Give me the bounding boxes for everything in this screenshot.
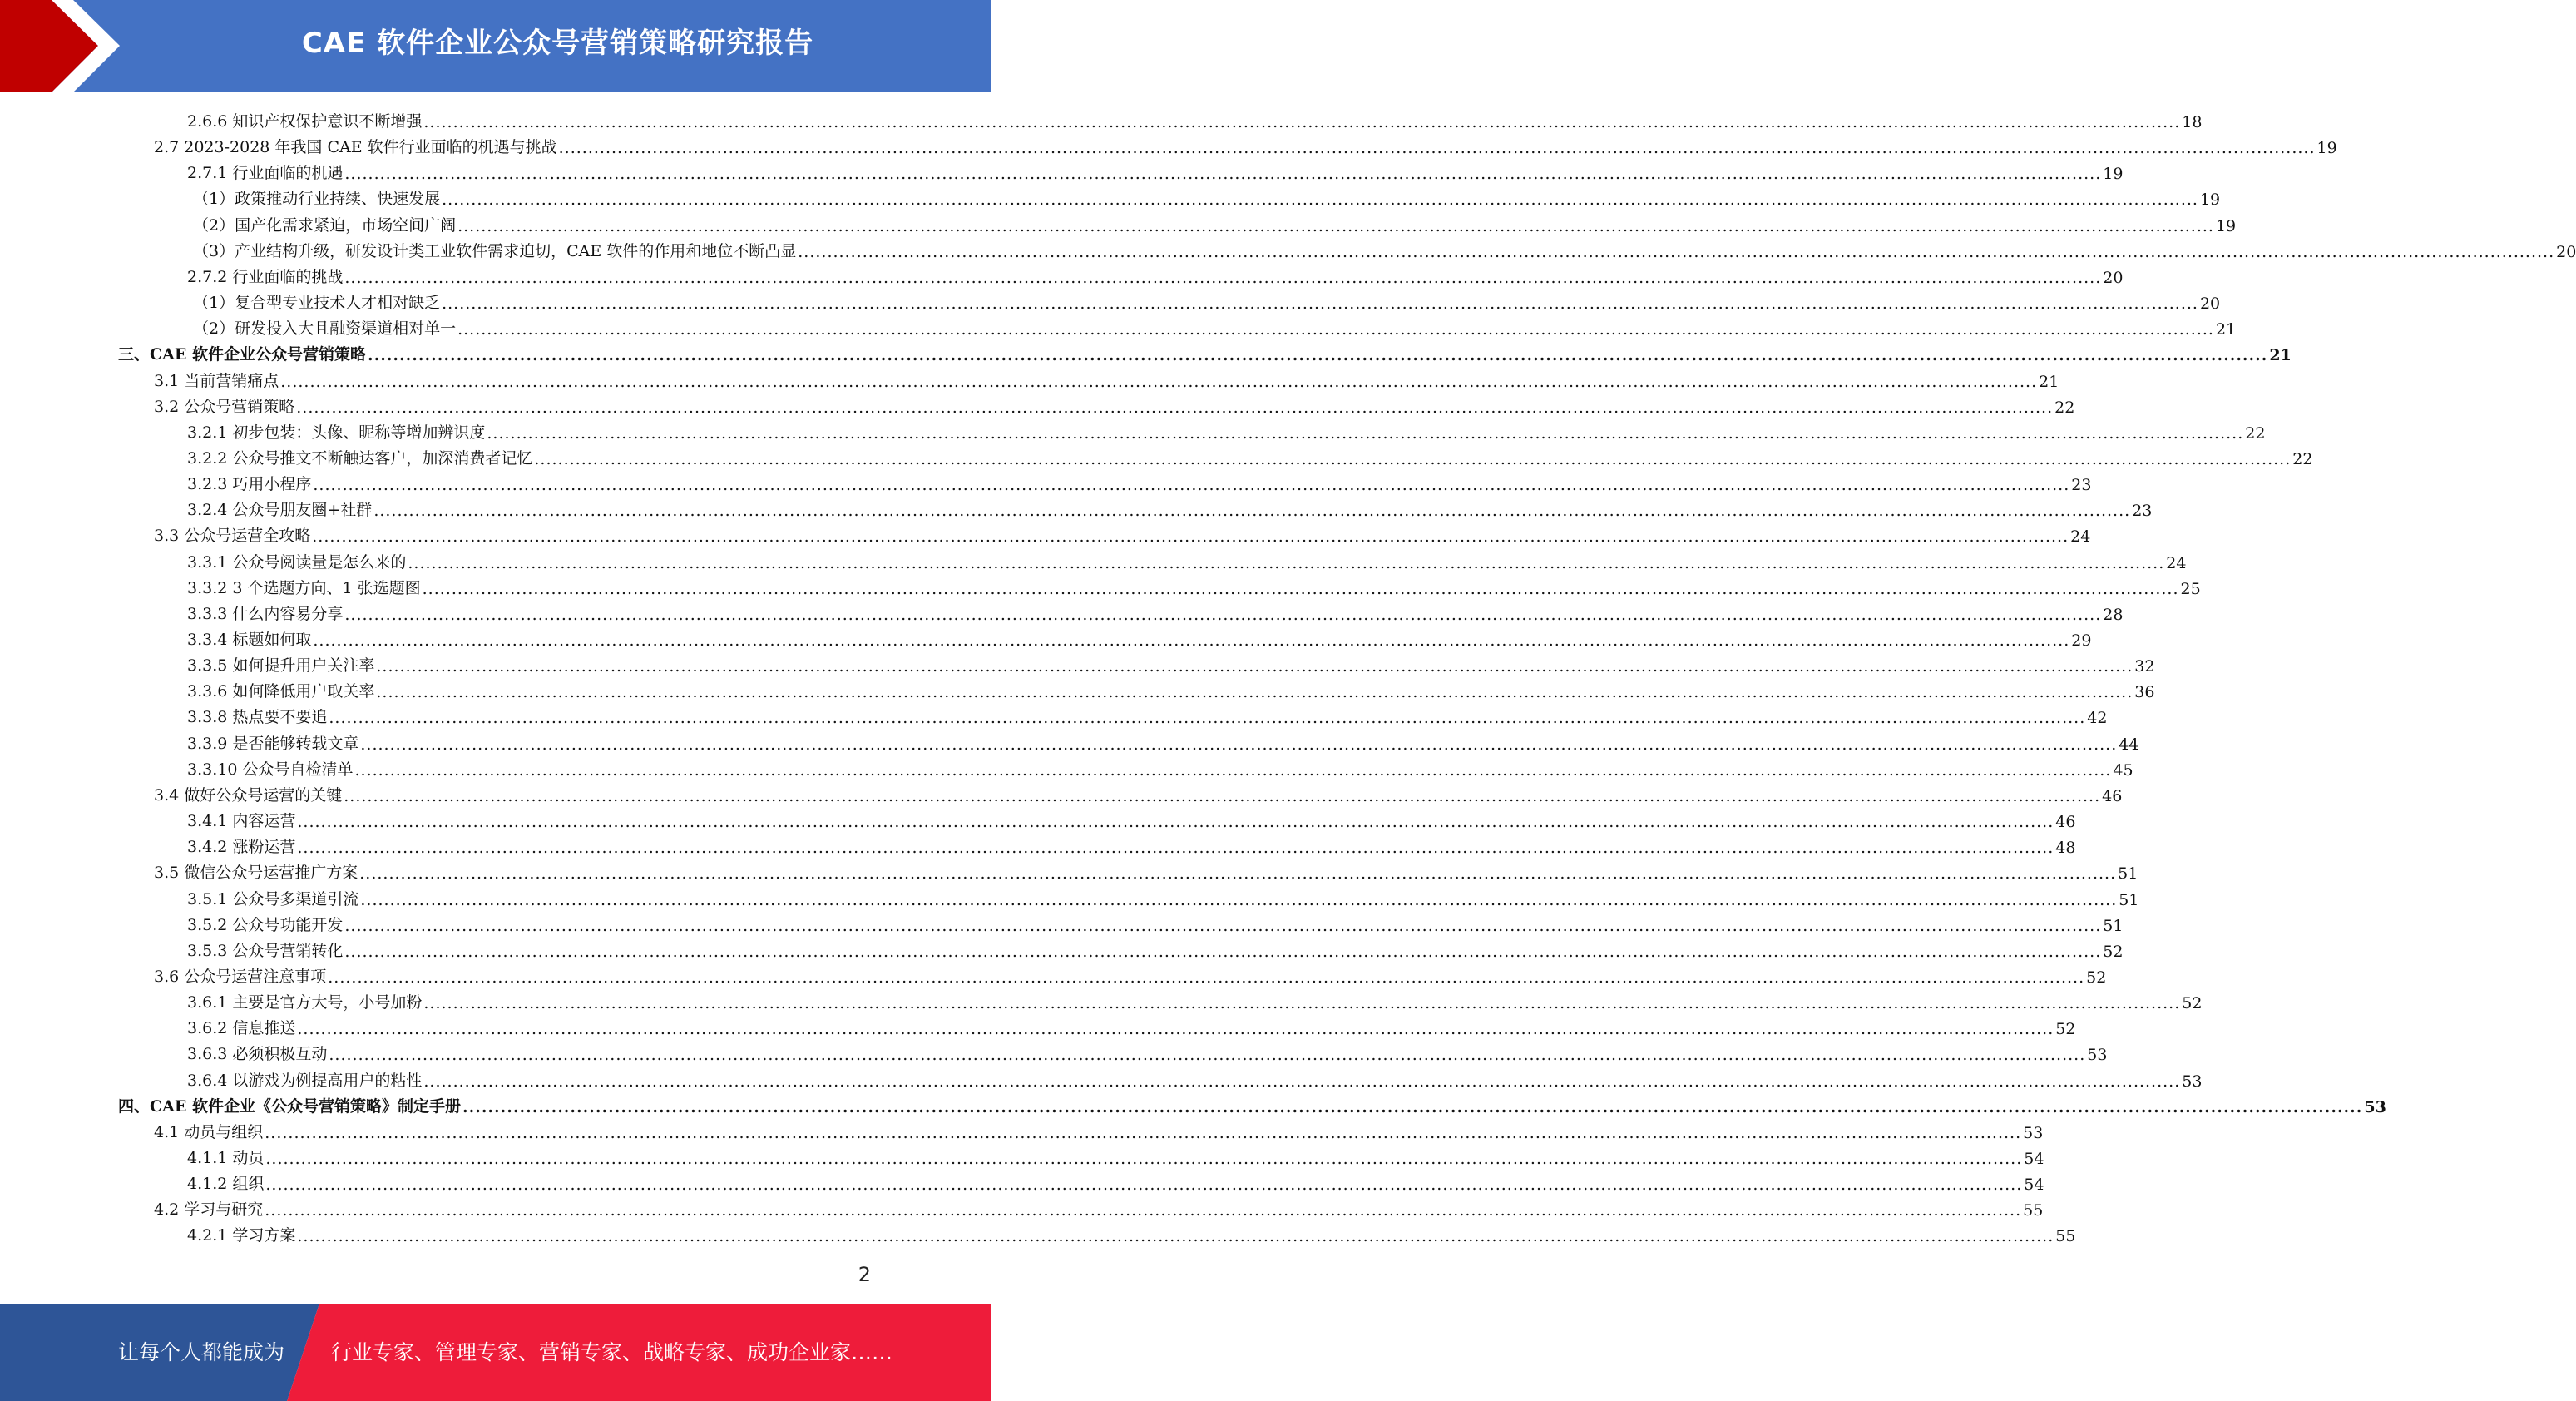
toc-leader-dots: ............................................................................................................................................................................................................................................................................................................ (373, 502, 2131, 521)
toc-entry-page: 21 (2269, 346, 2292, 365)
toc-entry-label: （1）政策推动行业持续、快速发展 (193, 190, 441, 209)
toc-entry-label: 2.7.1 行业面临的机遇 (187, 164, 344, 183)
toc-entry-label: 3.3.4 标题如何取 (187, 631, 312, 649)
toc-leader-dots: ............................................................................................................................................................................................................................................................................................................ (344, 786, 2101, 805)
toc-entry-label: 2.7 2023-2028 年我国 CAE 软件行业面临的机遇与挑战 (154, 138, 557, 157)
toc-leader-dots: ............................................................................................................................................................................................................................................................................................................ (558, 139, 2316, 158)
toc-entry[interactable] (187, 468, 2092, 495)
toc-entry-label: 3.4 做好公众号运营的关键 (154, 785, 343, 804)
toc-leader-dots: ............................................................................................................................................................................................................................................................................................................ (457, 216, 2214, 235)
toc-entry-label: 3.6 公众号运营注意事项 (154, 967, 327, 986)
toc-entry-label: 3.4.1 内容运营 (187, 812, 296, 831)
toc-entry[interactable] (187, 728, 2139, 754)
toc-entry[interactable] (187, 1065, 2203, 1091)
toc-leader-dots: ............................................................................................................................................................................................................................................................................................................ (265, 1201, 2022, 1220)
toc-entry-page: 53 (2023, 1123, 2044, 1142)
toc-entry-label: 3.2.2 公众号推文不断触达客户，加深消费者记忆 (187, 448, 533, 468)
toc-leader-dots: ............................................................................................................................................................................................................................................................................................................ (462, 1097, 2363, 1116)
toc-entry[interactable] (187, 547, 2187, 572)
toc-leader-dots: ............................................................................................................................................................................................................................................................................................................ (280, 372, 2038, 391)
toc-leader-dots: ............................................................................................................................................................................................................................................................................................................ (313, 476, 2070, 495)
toc-entry[interactable] (187, 443, 2313, 468)
toc-entry-label: 2.6.6 知识产权保护意识不断增强 (187, 112, 423, 131)
toc-leader-dots: ............................................................................................................................................................................................................................................................................................................ (360, 735, 2118, 754)
toc-leader-dots: ............................................................................................................................................................................................................................................................................................................ (534, 449, 2292, 468)
toc-leader-dots: ............................................................................................................................................................................................................................................................................................................ (423, 994, 2181, 1013)
toc-entry-page: 32 (2134, 657, 2155, 676)
toc-leader-dots: ............................................................................................................................................................................................................................................................................................................ (265, 1176, 2023, 1195)
footer-slogan-left: 让每个人都能成为 (118, 1340, 285, 1364)
toc-entry[interactable] (187, 935, 2124, 961)
toc-leader-dots: ............................................................................................................................................................................................................................................................................................................ (265, 1150, 2023, 1168)
toc-leader-dots: ............................................................................................................................................................................................................................................................................................................ (265, 1123, 2022, 1142)
toc-entry-label: 三、CAE 软件企业公众号营销策略 (118, 345, 366, 364)
toc-entry[interactable] (187, 805, 2076, 832)
toc-leader-dots: ............................................................................................................................................................................................................................................................................................................ (312, 527, 2069, 547)
toc-entry-page: 21 (2215, 320, 2237, 339)
toc-entry[interactable] (193, 313, 2237, 339)
toc-entry[interactable] (154, 391, 2075, 417)
toc-entry-page: 21 (2039, 372, 2059, 391)
toc-entry-page: 52 (2055, 1020, 2076, 1039)
toc-entry-page: 23 (2071, 476, 2092, 495)
footer-slogan-right: 行业专家、管理专家、营销专家、战略专家、成功企业家…… (331, 1340, 893, 1364)
toc-entry-label: 3.2.3 巧用小程序 (187, 475, 312, 494)
toc-entry[interactable] (187, 1220, 2076, 1246)
toc-entry[interactable] (187, 987, 2203, 1013)
page-header (0, 0, 991, 92)
toc-entry-page: 23 (2132, 502, 2153, 521)
toc-entry-page: 52 (2103, 942, 2124, 961)
toc-entry[interactable] (187, 754, 2133, 780)
toc-leader-dots: ............................................................................................................................................................................................................................................................................................................ (344, 268, 2102, 287)
toc-entry-page: 53 (2182, 1072, 2203, 1091)
toc-entry[interactable] (187, 650, 2155, 676)
toc-entry-page: 22 (2292, 449, 2313, 468)
toc-entry-label: 2.7.2 行业面临的挑战 (187, 267, 344, 286)
toc-entry-page: 36 (2134, 683, 2155, 702)
toc-entry[interactable] (187, 1168, 2044, 1195)
toc-leader-dots: ............................................................................................................................................................................................................................................................................................................ (798, 242, 2555, 261)
toc-entry[interactable] (154, 780, 2123, 805)
toc-leader-dots: ............................................................................................................................................................................................................................................................................................................ (329, 1046, 2086, 1065)
toc-leader-dots: ............................................................................................................................................................................................................................................................................................................ (423, 1072, 2181, 1091)
toc-entry[interactable] (187, 106, 2203, 131)
toc-entry-label: 四、CAE 软件企业《公众号营销策略》制定手册 (118, 1097, 461, 1116)
toc-entry-page: 51 (2103, 916, 2124, 935)
toc-entry-label: 3.6.3 必须积极互动 (187, 1045, 328, 1064)
toc-entry[interactable] (187, 598, 2124, 624)
toc-entry[interactable] (154, 961, 2107, 987)
toc-entry[interactable] (187, 831, 2076, 858)
toc-leader-dots: ............................................................................................................................................................................................................................................................................................................ (442, 191, 2198, 210)
toc-entry-page: 25 (2180, 579, 2201, 598)
toc-entry-page: 55 (2023, 1201, 2044, 1220)
toc-leader-dots: ............................................................................................................................................................................................................................................................................................................ (297, 839, 2054, 858)
toc-entry[interactable] (193, 235, 2576, 261)
toc-entry[interactable] (187, 701, 2108, 728)
toc-leader-dots: ............................................................................................................................................................................................................................................................................................................ (422, 579, 2179, 598)
toc-entry-label: 3.5 微信公众号运营推广方案 (154, 864, 358, 883)
page-number: 2 (858, 1263, 871, 1286)
toc-entry-page: 54 (2024, 1176, 2044, 1195)
toc-entry-page: 55 (2055, 1227, 2076, 1246)
toc-entry-page: 22 (2054, 398, 2075, 417)
toc-leader-dots: ............................................................................................................................................................................................................................................................................................................ (344, 165, 2102, 184)
toc-entry[interactable] (154, 520, 2091, 547)
toc-entry-label: 3.2.4 公众号朋友圈+社群 (187, 501, 373, 520)
toc-entry-page: 29 (2071, 631, 2092, 650)
toc-entry-page: 19 (2199, 191, 2221, 210)
toc-entry-page: 52 (2182, 994, 2203, 1013)
toc-entry-label: 3.3 公众号运营全攻略 (154, 527, 311, 546)
toc-entry[interactable] (187, 909, 2124, 935)
toc-entry[interactable] (187, 572, 2201, 598)
toc-leader-dots: ............................................................................................................................................................................................................................................................................................................ (442, 295, 2198, 314)
toc-entry[interactable] (154, 857, 2138, 884)
toc-entry[interactable] (187, 494, 2153, 521)
toc-entry-label: 3.2 公众号营销策略 (154, 397, 295, 416)
toc-entry-label: 3.3.6 如何降低用户取关率 (187, 682, 375, 701)
toc-entry[interactable] (154, 1116, 2044, 1142)
toc-entry[interactable] (154, 1194, 2044, 1220)
toc-leader-dots: ............................................................................................................................................................................................................................................................................................................ (296, 398, 2054, 417)
toc-entry-page: 24 (2166, 553, 2187, 572)
toc-leader-dots: ............................................................................................................................................................................................................................................................................................................ (297, 813, 2054, 832)
toc-entry-label: 3.3.9 是否能够转载文章 (187, 734, 359, 753)
toc-entry-page: 18 (2182, 113, 2203, 131)
toc-leader-dots: ............................................................................................................................................................................................................................................................................................................ (457, 320, 2214, 339)
toc-entry-page: 20 (2556, 242, 2576, 261)
toc-leader-dots: ............................................................................................................................................................................................................................................................................................................ (359, 864, 2117, 884)
toc-leader-dots: ............................................................................................................................................................................................................................................................................................................ (423, 113, 2181, 131)
toc-leader-dots: ............................................................................................................................................................................................................................................................................................................ (487, 423, 2244, 443)
toc-entry-label: （1）复合型专业技术人才相对缺乏 (193, 294, 441, 313)
toc-leader-dots: ............................................................................................................................................................................................................................................................................................................ (344, 605, 2102, 624)
toc-entry-label: （3）产业结构升级，研发设计类工业软件需求迫切，CAE 软件的作用和地位不断凸显 (193, 241, 797, 260)
toc-entry-page: 19 (2316, 139, 2337, 158)
toc-leader-dots: ............................................................................................................................................................................................................................................................................................................ (408, 553, 2165, 572)
toc-entry-page: 45 (2113, 760, 2133, 780)
toc-entry-page: 51 (2119, 890, 2139, 909)
toc-entry-label: 3.3.10 公众号自检清单 (187, 760, 354, 779)
toc-leader-dots: ............................................................................................................................................................................................................................................................................................................ (297, 1227, 2054, 1246)
toc-leader-dots: ............................................................................................................................................................................................................................................................................................................ (344, 942, 2102, 961)
page-footer (0, 1304, 991, 1401)
toc-entry-page: 19 (2103, 165, 2124, 184)
toc-entry-page: 20 (2103, 268, 2124, 287)
toc-leader-dots: ............................................................................................................................................................................................................................................................................................................ (329, 709, 2086, 728)
toc-entry[interactable] (187, 417, 2266, 443)
toc-leader-dots: ............................................................................................................................................................................................................................................................................................................ (297, 1020, 2054, 1039)
toc-entry-page: 52 (2086, 968, 2107, 987)
toc-entry-page: 54 (2024, 1150, 2044, 1168)
toc-entry-label: 4.1 动员与组织 (154, 1122, 264, 1141)
toc-entry-label: 4.2 学习与研究 (154, 1201, 264, 1220)
toc-leader-dots: ............................................................................................................................................................................................................................................................................................................ (344, 916, 2102, 935)
toc-entry-page: 48 (2055, 839, 2076, 858)
toc-entry-label: 3.3.3 什么内容易分享 (187, 604, 344, 623)
toc-entry-label: 4.1.1 动员 (187, 1149, 265, 1167)
toc-entry[interactable] (193, 287, 2221, 314)
toc-leader-dots: ............................................................................................................................................................................................................................................................................................................ (328, 968, 2085, 987)
toc-entry-page: 22 (2245, 423, 2266, 443)
toc-entry-page: 51 (2118, 864, 2138, 884)
toc-entry[interactable] (187, 676, 2155, 702)
toc-entry-page: 24 (2070, 527, 2091, 547)
toc-entry[interactable] (187, 157, 2124, 184)
toc-entry-page: 44 (2119, 735, 2139, 754)
toc-entry-page: 53 (2364, 1097, 2386, 1116)
toc-entry-page: 46 (2102, 786, 2123, 805)
toc-entry-label: 4.2.1 学习方案 (187, 1226, 296, 1245)
toc-entry-label: 3.3.1 公众号阅读量是怎么来的 (187, 552, 407, 572)
toc-entry[interactable] (187, 884, 2139, 909)
toc-entry[interactable] (187, 261, 2124, 287)
toc-entry[interactable] (187, 1038, 2108, 1065)
toc-entry-page: 20 (2199, 295, 2221, 314)
toc-entry-label: 3.5.2 公众号功能开发 (187, 915, 344, 934)
toc-entry-page: 46 (2055, 813, 2076, 832)
toc-entry[interactable] (118, 1091, 2386, 1116)
toc-entry-label: 3.5.3 公众号营销转化 (187, 941, 344, 960)
toc-entry-label: 3.6.2 信息推送 (187, 1019, 296, 1038)
toc-entry-label: 3.3.5 如何提升用户关注率 (187, 656, 375, 676)
toc-leader-dots: ............................................................................................................................................................................................................................................................................................................ (354, 760, 2112, 780)
toc-entry-page: 42 (2087, 709, 2108, 728)
toc-entry-page: 53 (2087, 1046, 2108, 1065)
toc-leader-dots: ............................................................................................................................................................................................................................................................................................................ (313, 631, 2070, 650)
toc-entry-label: 3.1 当前营销痛点 (154, 371, 279, 390)
toc-entry[interactable] (187, 624, 2092, 650)
toc-entry-label: 4.1.2 组织 (187, 1175, 265, 1194)
toc-entry[interactable] (193, 183, 2221, 210)
toc-entry[interactable] (154, 365, 2059, 391)
toc-entry-label: （2）研发投入大且融资渠道相对单一 (193, 319, 457, 339)
toc-entry-label: 3.3.2 3 个选题方向、1 张选题图 (187, 578, 421, 597)
toc-leader-dots: ............................................................................................................................................................................................................................................................................................................ (367, 346, 2268, 365)
toc-entry-label: 3.4.2 涨粉运营 (187, 838, 296, 857)
report-title: CAE 软件企业公众号营销策略研究报告 (301, 27, 814, 60)
toc-entry-label: （2）国产化需求紧迫，市场空间广阔 (193, 215, 457, 235)
toc-leader-dots: ............................................................................................................................................................................................................................................................................................................ (376, 683, 2133, 702)
toc-leader-dots: ............................................................................................................................................................................................................................................................................................................ (360, 890, 2118, 909)
toc-entry-label: 3.6.1 主要是官方大号，小号加粉 (187, 993, 423, 1012)
toc-entry-label: 3.3.8 热点要不要追 (187, 708, 328, 727)
toc-entry-label: 3.2.1 初步包装：头像、昵称等增加辨识度 (187, 423, 486, 442)
toc-entry-page: 28 (2103, 605, 2124, 624)
toc-entry[interactable] (154, 131, 2337, 158)
toc-entry[interactable] (118, 339, 2292, 365)
toc-entry-label: 3.6.4 以游戏为例提高用户的粘性 (187, 1071, 423, 1090)
toc-entry-page: 19 (2215, 216, 2237, 235)
toc-leader-dots: ............................................................................................................................................................................................................................................................................................................ (376, 657, 2133, 676)
toc-entry[interactable] (187, 1012, 2076, 1039)
toc-entry[interactable] (193, 210, 2237, 235)
toc-entry[interactable] (187, 1142, 2044, 1168)
toc-entry-label: 3.5.1 公众号多渠道引流 (187, 889, 359, 908)
